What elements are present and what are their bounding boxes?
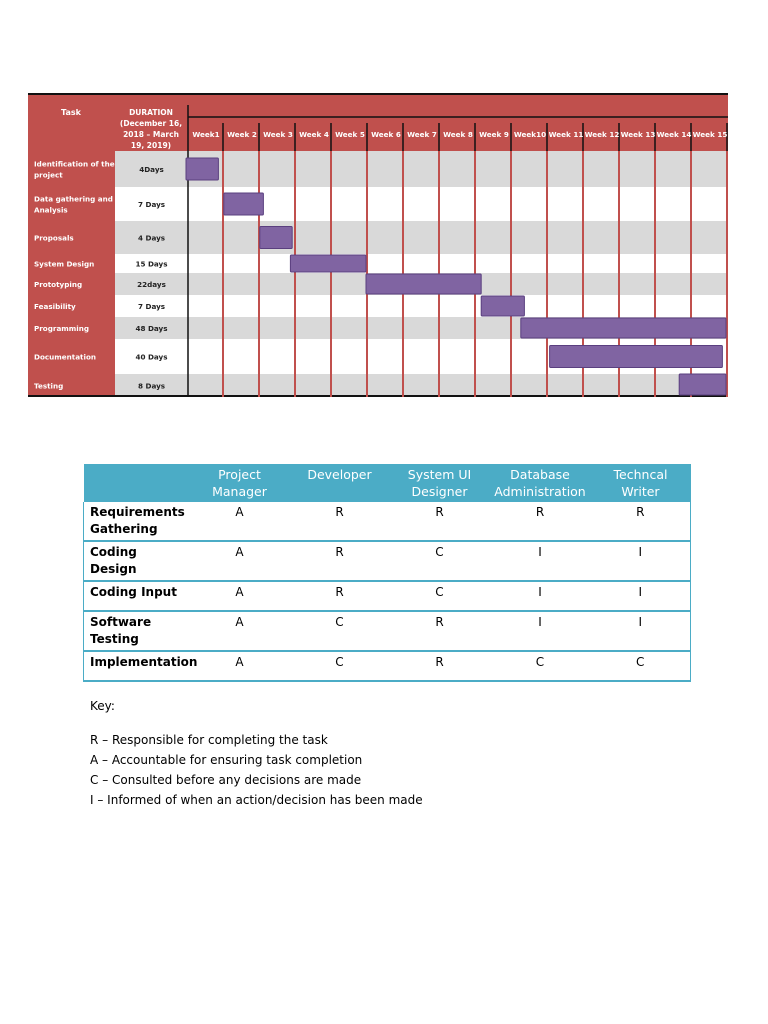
- gantt-bar: [366, 274, 481, 294]
- key-item-accountable: A – Accountable for ensuring task completion: [90, 753, 363, 767]
- gantt-task-name: Prototyping: [34, 280, 83, 289]
- raci-cell: I: [490, 541, 591, 581]
- raci-row-requirements-gathering: [84, 502, 691, 541]
- raci-cell: A: [190, 581, 290, 611]
- raci-cell: A: [190, 541, 290, 581]
- raci-row-coding-design: [84, 541, 691, 581]
- gantt-task-name: System Design: [34, 259, 95, 269]
- gantt-task-name: Analysis: [34, 205, 68, 215]
- gantt-task-name: Programming: [34, 324, 89, 333]
- raci-cell: R: [290, 502, 390, 541]
- raci-task-label: Requirements Gathering: [84, 502, 190, 541]
- gantt-bar: [550, 346, 723, 368]
- gantt-week-label: Week1: [192, 130, 220, 139]
- raci-cell: C: [290, 651, 390, 681]
- raci-header-developer: Developer: [290, 464, 390, 502]
- gantt-task-name: Data gathering and: [34, 194, 113, 204]
- raci-cell: I: [591, 611, 691, 651]
- gantt-week-label: Week 3: [263, 130, 293, 139]
- raci-header-system-ui-designer: System UI Designer: [390, 464, 490, 502]
- raci-header-empty: [84, 464, 190, 502]
- raci-cell: C: [290, 611, 390, 651]
- gantt-task-duration: 40 Days: [135, 352, 168, 362]
- raci-cell: I: [490, 581, 591, 611]
- gantt-bar: [224, 193, 264, 215]
- raci-task-label: Coding Design: [84, 541, 190, 581]
- raci-cell: R: [490, 502, 591, 541]
- raci-task-label: Implementation: [84, 651, 190, 681]
- raci-cell: R: [390, 502, 490, 541]
- raci-row-coding-input: [84, 581, 691, 611]
- raci-header-row: [84, 464, 691, 502]
- gantt-chart: [28, 93, 728, 397]
- gantt-task-name: project: [34, 170, 63, 180]
- gantt-week-label: Week 2: [227, 130, 257, 139]
- raci-cell: I: [591, 581, 691, 611]
- gantt-bar: [481, 296, 524, 316]
- gantt-task-duration: 22days: [137, 280, 166, 289]
- key-title: Key:: [90, 699, 115, 713]
- gantt-header-task: Task: [61, 108, 81, 117]
- raci-cell: C: [390, 581, 490, 611]
- raci-cell: R: [390, 651, 490, 681]
- gantt-header-duration: 19, 2019): [130, 141, 172, 150]
- raci-cell: R: [591, 502, 691, 541]
- raci-task-label: Software Testing: [84, 611, 190, 651]
- raci-task-label: Coding Input: [84, 581, 190, 611]
- gantt-week-label: Week 15: [692, 130, 728, 139]
- gantt-task-duration: 48 Days: [135, 324, 168, 333]
- gantt-week-label: Week 14: [656, 130, 692, 139]
- gantt-week-label: Week 7: [407, 130, 437, 139]
- gantt-task-duration: 7 Days: [137, 302, 166, 311]
- gantt-week-label: Week 5: [335, 130, 365, 139]
- raci-cell: A: [190, 611, 290, 651]
- gantt-task-name: Proposals: [34, 233, 74, 243]
- gantt-task-duration: 4 Days: [137, 233, 166, 243]
- raci-cell: C: [390, 541, 490, 581]
- raci-header-database-administration: Database Administration: [490, 464, 591, 502]
- raci-cell: I: [591, 541, 691, 581]
- gantt-task-duration: 7 Days: [137, 200, 166, 209]
- gantt-header-duration: DURATION: [129, 108, 173, 117]
- gantt-task-name: Identification of the: [34, 159, 115, 169]
- key-item-responsible: R – Responsible for completing the task: [90, 733, 328, 747]
- gantt-task-name: Feasibility: [34, 302, 76, 311]
- gantt-bar: [186, 158, 218, 180]
- gantt-week-label: Week 8: [443, 130, 473, 139]
- raci-row-implementation: [84, 651, 691, 681]
- key-item-informed: I – Informed of when an action/decision has been made: [90, 793, 423, 807]
- gantt-bar: [290, 255, 366, 272]
- gantt-week-label: Week 12: [584, 130, 620, 139]
- gantt-header-duration: 2018 – March: [123, 130, 179, 139]
- gantt-task-name: Documentation: [34, 352, 97, 362]
- raci-cell: C: [490, 651, 591, 681]
- gantt-task-name: Testing: [34, 381, 64, 391]
- gantt-bar: [521, 318, 726, 338]
- gantt-week-label: Week 6: [371, 130, 401, 139]
- gantt-week-label: Week 13: [620, 130, 656, 139]
- raci-cell: R: [390, 611, 490, 651]
- gantt-week-label: Week 11: [548, 130, 584, 139]
- raci-key: [90, 696, 423, 810]
- gantt-bar: [679, 374, 726, 395]
- raci-cell: R: [290, 541, 390, 581]
- raci-cell: R: [290, 581, 390, 611]
- raci-cell: A: [190, 651, 290, 681]
- gantt-week-label: Week10: [513, 130, 547, 139]
- gantt-task-duration: 15 Days: [135, 259, 168, 269]
- gantt-task-duration: 4Days: [139, 165, 164, 174]
- raci-table: [83, 464, 691, 682]
- gantt-row-band: [188, 374, 728, 397]
- gantt-svg: [28, 93, 728, 397]
- raci-cell: C: [591, 651, 691, 681]
- gantt-week-label: Week 4: [299, 130, 329, 139]
- raci-cell: A: [190, 502, 290, 541]
- gantt-row-band: [188, 151, 728, 187]
- raci-row-software-testing: [84, 611, 691, 651]
- raci-header-technical-writer: Techncal Writer: [591, 464, 691, 502]
- raci-cell: I: [490, 611, 591, 651]
- gantt-bottom-border: [28, 395, 728, 397]
- key-item-consulted: C – Consulted before any decisions are made: [90, 773, 362, 787]
- gantt-header-duration: (December 16,: [119, 119, 183, 128]
- gantt-top-border: [28, 93, 728, 95]
- gantt-week-label: Week 9: [479, 130, 509, 139]
- raci-header-project-manager: Project Manager: [190, 464, 290, 502]
- gantt-task-duration: 8 Days: [137, 381, 166, 391]
- gantt-bar: [260, 227, 292, 249]
